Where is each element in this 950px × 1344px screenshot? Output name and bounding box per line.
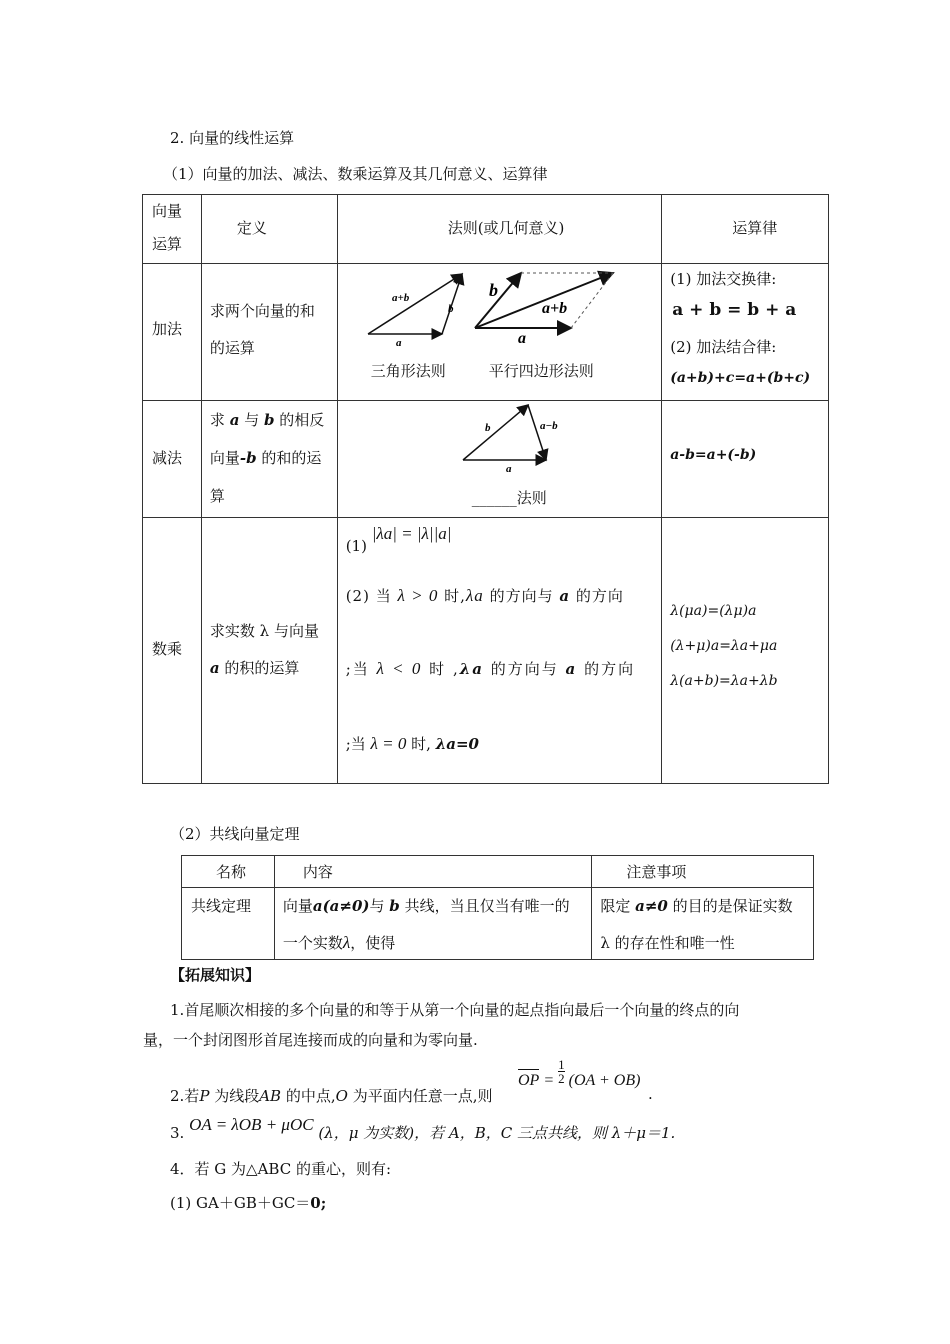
addition-law2-title: (2) 加法结合律: xyxy=(670,338,777,356)
ext-p5: (1) GA＋GB＋GC＝0; xyxy=(170,1194,327,1212)
ext-p3: 3. OA = λOB + μOC (λ，μ 为实数)，若 A，B，C 三点共线，则 λ＋μ＝1. xyxy=(170,1115,676,1142)
scalar-row xyxy=(143,518,829,784)
scalar-rule2: (2) 当 λ > 0 时,λa 的方向与 a 的方向 xyxy=(345,586,624,605)
collinear-content-line2: 一个实数λ，使得 xyxy=(282,933,396,952)
sub-vector-b xyxy=(463,405,528,460)
vector-OP: OP xyxy=(518,1069,539,1090)
caption-parallelogram-rule: 平行四边形法则 xyxy=(488,362,594,380)
scalar-law2: (λ+μ)a=λa+μa xyxy=(670,638,778,654)
sub-vector-diff xyxy=(528,405,546,460)
scalar-rule1-label: (1) xyxy=(345,537,367,555)
collinear-name: 共线定理 xyxy=(191,897,252,915)
triangle-label-b: b xyxy=(447,303,454,315)
scalar-rule4: ;当 λ = 0 时, λa=0 xyxy=(345,734,479,753)
collinear-row xyxy=(182,888,814,960)
extend-title: 【拓展知识】 xyxy=(170,966,261,984)
header-law: 运算律 xyxy=(732,219,778,237)
scalar-def-line2: a 的积的运算 xyxy=(209,659,300,677)
scalar-def-line1: 求实数 λ 与向量 xyxy=(209,622,319,640)
fraction-one-half: $\frac{1}{2}$ xyxy=(558,1057,565,1086)
header-definition: 定义 xyxy=(236,219,267,237)
subtraction-diagram xyxy=(338,401,661,481)
triangle-label-a: a xyxy=(395,337,402,349)
subsection-title-2: （2）共线向量定理 xyxy=(170,825,300,843)
header-op-line1: 向量 xyxy=(152,202,183,220)
subtraction-def-line1: 求 a 与 b 的相反 xyxy=(209,411,325,429)
subtraction-def-line3: 算 xyxy=(209,487,225,505)
subtraction-def-line2: 向量-b 的和的运 xyxy=(209,449,322,467)
caption-triangle-rule: 三角形法则 xyxy=(370,362,446,380)
ext-p1-line2: 量，一个封闭图形首尾连接而成的向量和为零向量. xyxy=(143,1031,478,1049)
addition-law1-formula: a + b = b + a xyxy=(672,300,797,320)
scalar-law1: λ(μa)=(λμ)a xyxy=(670,603,757,619)
ext-p3-formula: OA = λOB + μOC xyxy=(189,1115,314,1134)
sub-label-diff: a−b xyxy=(539,420,558,432)
ext-p4: 4．若 G 为△ABC 的重心，则有: xyxy=(170,1160,392,1178)
sub-label-b: b xyxy=(484,422,491,434)
table-header-row xyxy=(143,195,829,264)
collinear-content-line1: 向量a(a≠0)与 b 共线，当且仅当有唯一的 xyxy=(282,897,570,915)
header-rule: 法则(或几何意义) xyxy=(447,219,565,237)
ext-p1-line1: 1.首尾顺次相接的多个向量的和等于从第一个向量的起点指向最后一个向量的终点的向 xyxy=(170,1001,740,1019)
scalar-label: 数乘 xyxy=(152,640,183,658)
triangle-label-sum: a+b xyxy=(391,292,409,304)
scalar-rule1-formula: |λa| = |λ||a| xyxy=(371,524,452,543)
header-op-line2: 运算 xyxy=(152,235,183,253)
caption-blank: ______ xyxy=(471,489,517,507)
ext-p2-end: . xyxy=(648,1085,653,1103)
subsection-title-1: （1）向量的加法、减法、数乘运算及其几何意义、运算律 xyxy=(163,165,548,183)
vector-sum-OA-OB: (OA + OB) xyxy=(568,1072,641,1090)
addition-row xyxy=(143,264,829,401)
subtraction-caption: ______法则 xyxy=(471,489,547,507)
collinear-table xyxy=(181,855,814,960)
section-title: 2. 向量的线性运算 xyxy=(170,129,295,147)
parallelogram-label-b: b xyxy=(488,280,498,300)
addition-def-line1: 求两个向量的和 xyxy=(209,302,315,320)
parallelogram-label-sum: a+b xyxy=(541,300,567,317)
collinear-note-line2: λ 的存在性和唯一性 xyxy=(600,934,735,952)
addition-label: 加法 xyxy=(152,320,183,338)
scalar-law3: λ(a+b)=λa+λb xyxy=(670,673,778,689)
addition-law1-title: (1) 加法交换律: xyxy=(670,270,777,288)
collinear-note-line1: 限定 a≠0 的目的是保证实数 xyxy=(600,897,793,915)
scalar-rule3: ;当 λ < 0 时 ,λa 的方向与 a 的方向 xyxy=(345,659,636,678)
parallelogram-label-a: a xyxy=(517,330,526,347)
header-name: 名称 xyxy=(216,863,247,881)
header-content: 内容 xyxy=(302,863,333,881)
addition-law2-formula: (a+b)+c=a+(b+c) xyxy=(670,370,811,386)
header-note: 注意事项 xyxy=(626,863,687,881)
operations-table xyxy=(142,194,829,784)
midpoint-formula: OP = $\frac{1}{2}$ (OA + OB) xyxy=(518,1057,641,1090)
subtraction-row xyxy=(143,401,829,518)
ext-p2: 2.若P 为线段AB 的中点,O 为平面内任意一点,则 xyxy=(170,1087,493,1105)
collinear-header-row xyxy=(182,856,814,888)
addition-def-line2: 的运算 xyxy=(209,339,255,357)
subtraction-law: a-b=a+(-b) xyxy=(670,447,757,463)
sub-label-a: a xyxy=(505,463,512,475)
subtraction-label: 减法 xyxy=(152,449,183,467)
